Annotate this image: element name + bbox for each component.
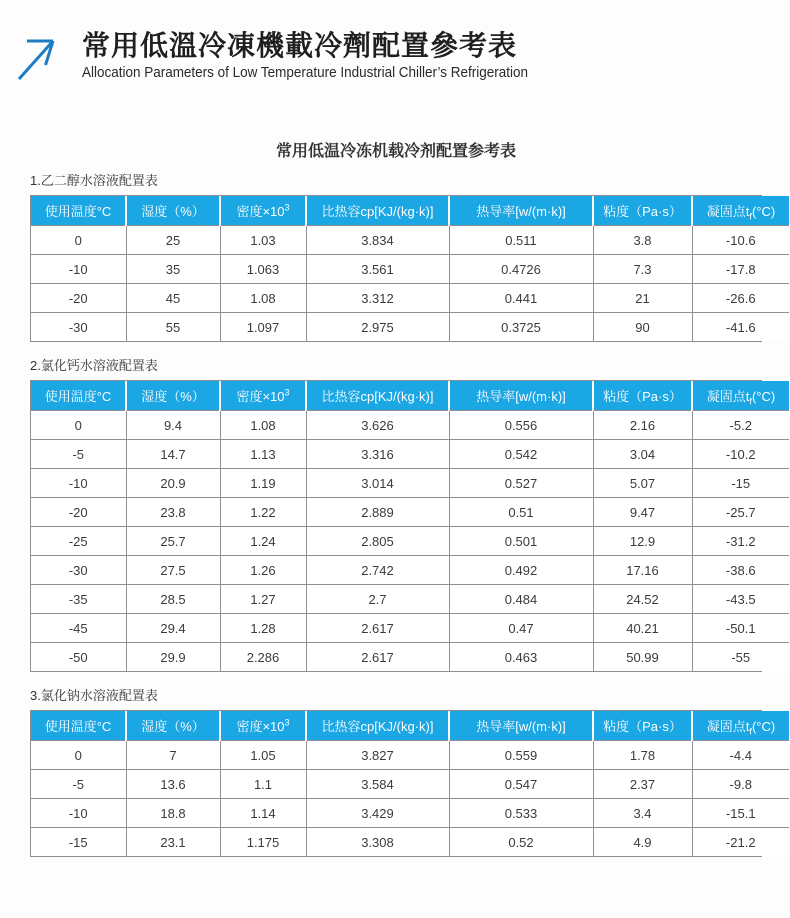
table-cell: 0.492 (449, 556, 593, 585)
table-cell: 1.175 (220, 828, 306, 857)
column-header: 凝固点$t_f(^\circ C)$ (692, 381, 789, 411)
column-header: 湿度（%） (126, 196, 220, 226)
table-cell: 2.7 (306, 585, 449, 614)
table-cell: 2.16 (593, 411, 692, 440)
table-cell: 0.52 (449, 828, 593, 857)
table-cell: 1.22 (220, 498, 306, 527)
table-cell: -50 (31, 643, 126, 672)
table-cell: 0.51 (449, 498, 593, 527)
page-subtitle: Allocation Parameters of Low Temperature Industrial Chiller’s Refrigeration (82, 65, 528, 81)
table-cell: -35 (31, 585, 126, 614)
table-cell: -25.7 (692, 498, 789, 527)
table-cell: 0.511 (449, 226, 593, 255)
table-cell: -50.1 (692, 614, 789, 643)
table-cell: 28.5 (126, 585, 220, 614)
table-cell: 50.99 (593, 643, 692, 672)
table-cell: 20.9 (126, 469, 220, 498)
table-cell: 0 (31, 741, 126, 770)
table-row (31, 527, 789, 556)
table-row (31, 828, 789, 857)
table-row (31, 255, 789, 284)
table-cell: 0.484 (449, 585, 593, 614)
table-cell: 2.889 (306, 498, 449, 527)
column-header: 粘度（Pa·s） (593, 196, 692, 226)
table-cell: -10.6 (692, 226, 789, 255)
column-header: 密度$\times 10^3$ (220, 711, 306, 741)
table-cell: 2.617 (306, 614, 449, 643)
table-cell: 14.7 (126, 440, 220, 469)
table-cell: 0.463 (449, 643, 593, 672)
column-header: 热导率[w/(m·k)] (449, 381, 593, 411)
table-cell: -15 (31, 828, 126, 857)
table-cell: -30 (31, 556, 126, 585)
table-cell: 0 (31, 226, 126, 255)
table-cell: 0.547 (449, 770, 593, 799)
table-cell: 25.7 (126, 527, 220, 556)
table-row (31, 313, 789, 342)
section-label-calcium-chloride: 2.氯化钙水溶液配置表 (30, 358, 158, 373)
table-cell: 3.827 (306, 741, 449, 770)
table-cell: 2.37 (593, 770, 692, 799)
table-cell: 0.542 (449, 440, 593, 469)
table-cell: 0.556 (449, 411, 593, 440)
table-row (31, 226, 789, 255)
table-row (31, 440, 789, 469)
table-cell: -26.6 (692, 284, 789, 313)
table-cell: 2.805 (306, 527, 449, 556)
column-header: 密度$\times 10^3$ (220, 196, 306, 226)
column-header: 热导率[w/(m·k)] (449, 711, 593, 741)
section-label-ethylene-glycol: 1.乙二醇水溶液配置表 (30, 173, 158, 188)
table-cell: -5 (31, 770, 126, 799)
table-cell: 0.4726 (449, 255, 593, 284)
table-row (31, 556, 789, 585)
table-cell: -10 (31, 255, 126, 284)
table-cell: 3.8 (593, 226, 692, 255)
table-cell: 0.533 (449, 799, 593, 828)
table-cell: 2.286 (220, 643, 306, 672)
table-calcium-chloride (30, 380, 776, 672)
table-cell: -25 (31, 527, 126, 556)
column-header: 比热容cp[KJ/(kg·k)] (306, 381, 449, 411)
table-cell: 7 (126, 741, 220, 770)
table-cell: -38.6 (692, 556, 789, 585)
table-cell: 2.617 (306, 643, 449, 672)
table-cell: 55 (126, 313, 220, 342)
table-cell: -55 (692, 643, 789, 672)
data-table (31, 711, 789, 856)
table-cell: 9.4 (126, 411, 220, 440)
column-header: 粘度（Pa·s） (593, 381, 692, 411)
header-row (31, 711, 789, 741)
table-cell: 25 (126, 226, 220, 255)
table-cell: 3.312 (306, 284, 449, 313)
table-cell: 23.8 (126, 498, 220, 527)
document-title: 常用低温冷冻机载冷剂配置参考表 (275, 143, 516, 160)
table-cell: 3.834 (306, 226, 449, 255)
table-cell: 3.626 (306, 411, 449, 440)
table-row (31, 498, 789, 527)
table-cell: 1.097 (220, 313, 306, 342)
table-cell: 27.5 (126, 556, 220, 585)
table-cell: 21 (593, 284, 692, 313)
table-cell: 3.561 (306, 255, 449, 284)
table-cell: 9.47 (593, 498, 692, 527)
table-ethylene-glycol (30, 195, 776, 342)
table-cell: 23.1 (126, 828, 220, 857)
column-header: 比热容cp[KJ/(kg·k)] (306, 711, 449, 741)
table-cell: 1.13 (220, 440, 306, 469)
table-cell: -20 (31, 498, 126, 527)
section-label-sodium-chloride: 3.氯化钠水溶液配置表 (30, 688, 158, 703)
table-cell: -20 (31, 284, 126, 313)
table-cell: -10.2 (692, 440, 789, 469)
table-cell: 0.501 (449, 527, 593, 556)
table-cell: 1.27 (220, 585, 306, 614)
table-cell: -41.6 (692, 313, 789, 342)
table-cell: 1.08 (220, 284, 306, 313)
column-header: 密度$\times 10^3$ (220, 381, 306, 411)
table-row (31, 741, 789, 770)
table-cell: 3.4 (593, 799, 692, 828)
column-header: 湿度（%） (126, 711, 220, 741)
column-header: 粘度（Pa·s） (593, 711, 692, 741)
table-cell: 0 (31, 411, 126, 440)
table-cell: -17.8 (692, 255, 789, 284)
data-table (31, 381, 789, 671)
table-cell: 1.063 (220, 255, 306, 284)
table-row (31, 643, 789, 672)
table-cell: 0.3725 (449, 313, 593, 342)
column-header: 凝固点$t_f(^\circ C)$ (692, 196, 789, 226)
column-header: 热导率[w/(m·k)] (449, 196, 593, 226)
table-cell: 3.308 (306, 828, 449, 857)
table-cell: 3.014 (306, 469, 449, 498)
table-cell: 0.527 (449, 469, 593, 498)
table-cell: 3.04 (593, 440, 692, 469)
table-row (31, 770, 789, 799)
column-header: 使用温度°C (31, 381, 126, 411)
column-header: 比热容cp[KJ/(kg·k)] (306, 196, 449, 226)
data-table (31, 196, 789, 341)
table-cell: 1.78 (593, 741, 692, 770)
table-row (31, 614, 789, 643)
table-cell: -15 (692, 469, 789, 498)
table-cell: 5.07 (593, 469, 692, 498)
table-cell: 1.14 (220, 799, 306, 828)
table-cell: 1.1 (220, 770, 306, 799)
table-cell: 12.9 (593, 527, 692, 556)
table-cell: 29.9 (126, 643, 220, 672)
document-body (30, 138, 776, 857)
table-cell: 4.9 (593, 828, 692, 857)
table-row (31, 799, 789, 828)
table-cell: 3.429 (306, 799, 449, 828)
table-cell: 24.52 (593, 585, 692, 614)
table-cell: -9.8 (692, 770, 789, 799)
table-cell: -30 (31, 313, 126, 342)
table-cell: 1.24 (220, 527, 306, 556)
table-cell: 2.742 (306, 556, 449, 585)
table-cell: -15.1 (692, 799, 789, 828)
table-row (31, 469, 789, 498)
column-header: 使用温度°C (31, 196, 126, 226)
table-cell: 1.28 (220, 614, 306, 643)
table-cell: 0.47 (449, 614, 593, 643)
table-sodium-chloride (30, 710, 776, 857)
table-cell: 17.16 (593, 556, 692, 585)
table-cell: 7.3 (593, 255, 692, 284)
table-cell: 3.316 (306, 440, 449, 469)
table-cell: 0.559 (449, 741, 593, 770)
table-cell: 29.4 (126, 614, 220, 643)
table-cell: 40.21 (593, 614, 692, 643)
column-header: 凝固点$t_f(^\circ C)$ (692, 711, 789, 741)
table-row (31, 411, 789, 440)
table-cell: 45 (126, 284, 220, 313)
table-cell: -45 (31, 614, 126, 643)
table-cell: 90 (593, 313, 692, 342)
brand-header (14, 30, 790, 82)
table-cell: 1.26 (220, 556, 306, 585)
table-cell: -10 (31, 469, 126, 498)
table-cell: 2.975 (306, 313, 449, 342)
table-cell: 13.6 (126, 770, 220, 799)
table-cell: -21.2 (692, 828, 789, 857)
table-cell: 1.19 (220, 469, 306, 498)
page-title: 常用低溫冷凍機載冷劑配置參考表 (82, 30, 518, 61)
table-cell: 18.8 (126, 799, 220, 828)
column-header: 使用温度°C (31, 711, 126, 741)
header-row (31, 196, 789, 226)
table-cell: -10 (31, 799, 126, 828)
table-cell: -43.5 (692, 585, 789, 614)
header-row (31, 381, 789, 411)
table-cell: 1.03 (220, 226, 306, 255)
table-cell: 1.05 (220, 741, 306, 770)
table-cell: 0.441 (449, 284, 593, 313)
column-header: 湿度（%） (126, 381, 220, 411)
table-cell: -31.2 (692, 527, 789, 556)
table-row (31, 585, 789, 614)
arrow-up-right-icon (14, 32, 60, 82)
table-cell: 3.584 (306, 770, 449, 799)
table-cell: 1.08 (220, 411, 306, 440)
table-cell: 35 (126, 255, 220, 284)
table-cell: -4.4 (692, 741, 789, 770)
table-cell: -5.2 (692, 411, 789, 440)
table-cell: -5 (31, 440, 126, 469)
table-row (31, 284, 789, 313)
